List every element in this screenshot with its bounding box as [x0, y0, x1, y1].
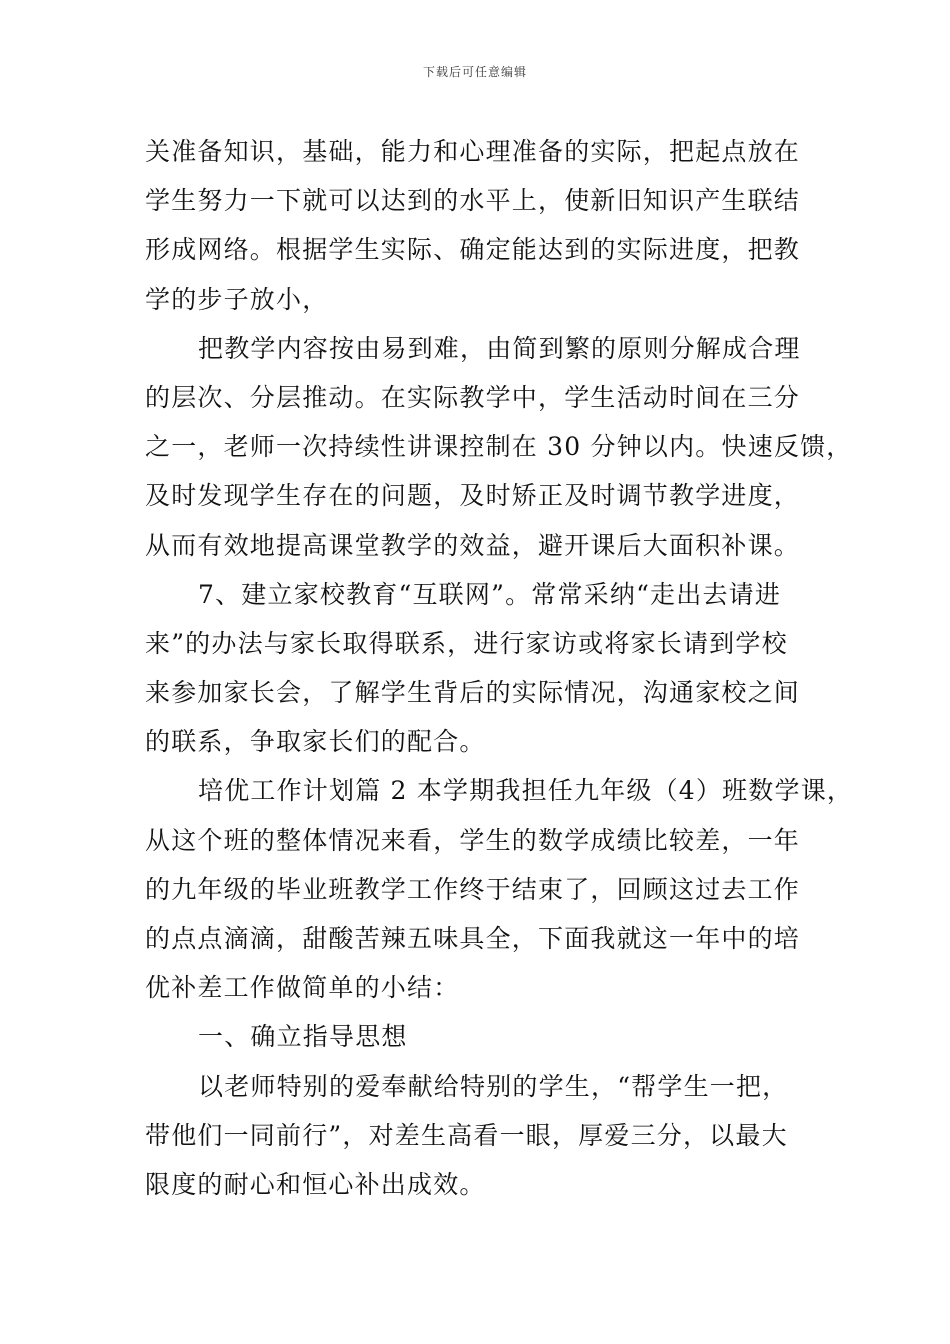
text-line: 来参加家长会，了解学生背后的实际情况，沟通家校之间 — [145, 678, 801, 708]
text-line: 学生努力一下就可以达到的水平上，使新旧知识产生联结 — [145, 186, 801, 216]
text-line: 的联系，争取家长们的配合。 — [145, 727, 486, 757]
paragraph-first-line: 把教学内容按由易到难，由简到繁的原则分解成合理 — [198, 333, 801, 363]
text-line: 及时发现学生存在的问题，及时矫正及时调节教学进度， — [145, 481, 801, 511]
text-line: 从这个班的整体情况来看，学生的数学成绩比较差，一年 — [145, 825, 801, 855]
text-line: 关准备知识，基础，能力和心理准备的实际，把起点放在 — [145, 137, 801, 166]
document-body — [145, 127, 854, 1209]
text-line: 的九年级的毕业班教学工作终于结束了，回顾这过去工作 — [145, 874, 801, 904]
text-line: 学的步子放小， — [145, 284, 329, 314]
text-line: 的层次、分层推动。在实际教学中，学生活动时间在三分 — [145, 382, 801, 412]
page-header: 下载后可任意编辑 — [422, 65, 527, 79]
text-line: 来”的办法与家长取得联系，进行家访或将家长请到学校 — [145, 628, 788, 658]
section-heading: 一、确立指导思想 — [198, 1022, 408, 1052]
text-line: 从而有效地提高课堂教学的效益，避开课后大面积补课。 — [145, 530, 801, 560]
text-line: 带他们一同前行”，对差生高看一眼，厚爱三分，以最大 — [145, 1120, 788, 1150]
paragraph-first-line: 7、建立家校教育“互联网”。常常采纳“走出去请进 — [198, 579, 782, 609]
text-line: 限度的耐心和恒心补出成效。 — [145, 1169, 486, 1199]
text-line: 之一，老师一次持续性讲课控制在 30 分钟以内。快速反馈， — [145, 432, 853, 462]
paragraph-first-line: 以老师特别的爱奉献给特别的学生，“帮学生一把， — [198, 1071, 789, 1101]
paragraph-first-line: 培优工作计划篇 2 本学期我担任九年级（4）班数学课， — [198, 776, 854, 806]
text-line: 的点点滴滴，甜酸苦辣五味具全，下面我就这一年中的培 — [145, 924, 801, 953]
text-line: 优补差工作做简单的小结： — [145, 973, 460, 1003]
text-line: 形成网络。根据学生实际、确定能达到的实际进度，把教 — [145, 235, 801, 265]
